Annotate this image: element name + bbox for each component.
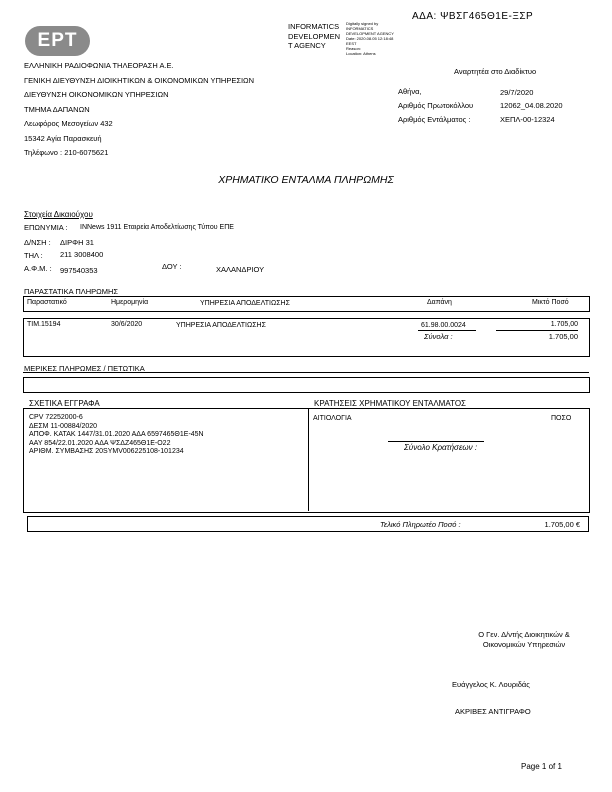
doy-value: ΧΑΛΑΝΔΡΙΟΥ xyxy=(216,265,265,274)
total-label: Σύνολα : xyxy=(424,332,453,341)
issuer-line: ΤΜΗΜΑ ΔΑΠΑΝΩΝ xyxy=(24,104,90,114)
payment-docs-header-row xyxy=(23,296,590,312)
related-doc-line: ΑΡΙΘΜ. ΣΥΜΒΑΣΗΣ 20SYMV006225108-101234 xyxy=(29,448,184,455)
stamp-fine-line: INFORMATICS xyxy=(346,26,374,31)
final-amount-label: Τελικό Πληρωτέο Ποσό : xyxy=(380,520,461,529)
logo-text: ΕΡΤ xyxy=(37,30,78,51)
row-amount: 1.705,00 xyxy=(550,321,578,328)
name-value: INNews 1911 Εταιρεία Αποδελτίωσης Τύπου ΕΠΕ xyxy=(80,224,234,231)
withholdings-heading: ΚΡΑΤΗΣΕΙΣ ΧΡΗΜΑΤΙΚΟΥ ΕΝΤΑΛΜΑΤΟΣ xyxy=(314,399,466,408)
address-label: Δ/ΝΣΗ : xyxy=(24,238,51,247)
stamp-fine-line: Reason: xyxy=(346,46,361,51)
col-amount: Μικτό Ποσό xyxy=(532,299,569,306)
final-amount-value: 1.705,00 € xyxy=(544,520,580,529)
name-label: ΕΠΩΝΥΜΙΑ : xyxy=(24,223,68,232)
issuer-line: ΔΙΕΥΘΥΝΣΗ ΟΙΚΟΝΟΜΙΚΩΝ ΥΠΗΡΕΣΙΩΝ xyxy=(24,90,169,99)
related-docs-list xyxy=(29,414,204,457)
total-value: 1.705,00 xyxy=(548,332,578,341)
payment-docs-heading: ΠΑΡΑΣΤΑΤΙΚΑ ΠΛΗΡΩΜΗΣ xyxy=(24,287,119,296)
afm-value: 997540353 xyxy=(60,266,98,275)
row-expense: 61.98.00.0024 xyxy=(421,322,466,329)
stamp-fine-line: Location: Athens xyxy=(346,51,376,56)
address-value: ΔΙΡΦΗ 31 xyxy=(60,238,94,247)
col-doc: Παραστατικό xyxy=(27,299,67,306)
signature-stamp xyxy=(288,22,340,51)
issuer-line: ΕΛΛΗΝΙΚΗ ΡΑΔΙΟΦΩΝΙΑ ΤΗΛΕΟΡΑΣΗ Α.Ε. xyxy=(24,61,174,70)
partial-heading: ΜΕΡΙΚΕΣ ΠΛΗΡΩΜΕΣ / ΠΕΤΩΤΙΚΑ xyxy=(24,364,145,373)
ert-logo xyxy=(25,26,90,56)
related-doc-line: ΑΠΟΦ. ΚΑΤΑΚ 1447/31.01.2020 ΑΔΑ 6597465Θ1Ε-45Ν xyxy=(29,431,204,438)
issuer-line: ΓΕΝΙΚΗ ΔΙΕΥΘΥΝΣΗ ΔΙΟΙΚΗΤΙΚΩΝ & ΟΙΚΟΝΟΜΙΚΩΝ ΥΠΗΡΕΣΙΩΝ xyxy=(24,75,255,85)
stamp-title-line: T AGENCY xyxy=(288,41,326,50)
posted-note: Αναρτητέα στο Διαδίκτυο xyxy=(454,67,537,76)
withholding-reason-col: ΑΙΤΙΟΛΟΓΙΑ xyxy=(313,415,352,422)
col-service: ΥΠΗΡΕΣΙΑ ΑΠΟΔΕΛΤΙΩΣΗΣ xyxy=(200,300,290,307)
stamp-fine-line: EEST xyxy=(346,41,357,46)
divider xyxy=(23,372,589,373)
row-date: 30/6/2020 xyxy=(111,321,143,328)
stamp-title-line: DEVELOPMEN xyxy=(288,31,341,41)
divider xyxy=(388,441,484,442)
ada-header: ΑΔΑ: ΨΒΣΓ465Θ1Ε-ΞΣΡ xyxy=(412,11,534,22)
stamp-title-line: INFORMATICS xyxy=(288,22,340,31)
date-value: 29/7/2020 xyxy=(500,88,534,97)
divider xyxy=(496,330,578,331)
signature-details xyxy=(346,21,394,56)
related-doc-line: ΔΕΣΜ 11-00884/2020 xyxy=(29,422,98,430)
phone-value: 211 3008400 xyxy=(60,250,104,259)
row-doc: ΤΙΜ.15194 xyxy=(27,321,61,328)
stamp-fine-line: Date: 2020.08.05 12:18:48 xyxy=(346,36,394,41)
city-label: Αθήνα, xyxy=(398,87,422,96)
issuer-line: 15342 Αγία Παρασκευή xyxy=(24,133,102,143)
page-number: Page 1 of 1 xyxy=(521,762,562,771)
payment-docs-table xyxy=(23,318,590,357)
signer-name: Ευάγγελος Κ. Λουριδάς xyxy=(452,680,530,689)
stamp-fine-line: Digitally signed by xyxy=(346,21,379,26)
protocol-value: 12062_04.08.2020 xyxy=(500,101,563,110)
row-service: ΥΠΗΡΕΣΙΑ ΑΠΟΔΕΛΤΙΩΣΗΣ xyxy=(176,322,266,329)
certified-copy: ΑΚΡΙΒΕΣ ΑΝΤΙΓΡΑΦΟ xyxy=(455,707,531,716)
col-expense: Δαπάνη xyxy=(427,299,452,306)
issuer-line: Τηλέφωνο : 210-6075621 xyxy=(24,148,109,157)
phone-label: ΤΗΛ : xyxy=(24,251,43,260)
stamp-fine-line: DEVELOPMENT AGENCY xyxy=(346,31,394,36)
protocol-label: Αριθμός Πρωτοκόλλου xyxy=(398,101,474,110)
beneficiary-heading: Στοιχεία Δικαιούχου xyxy=(24,210,93,219)
afm-label: Α.Φ.Μ. : xyxy=(24,264,52,273)
issuer-line: Λεωφόρος Μεσογείων 432 xyxy=(24,119,113,128)
document-title: ΧΡΗΜΑΤΙΚΟ ΕΝΤΑΛΜΑ ΠΛΗΡΩΜΗΣ xyxy=(218,174,394,186)
order-number-value: ΧΕΠΛ-00-12324 xyxy=(500,115,555,124)
order-number-label: Αριθμός Εντάλματος : xyxy=(398,115,471,124)
divider xyxy=(418,330,476,331)
divider xyxy=(308,409,309,511)
related-doc-line: CPV 72252000-6 xyxy=(29,414,83,421)
partial-payments-box xyxy=(23,377,590,393)
signer-role-line2: Οικονομικών Υπηρεσιών xyxy=(482,640,566,649)
related-doc-line: ΑΑΥ 854/22.01.2020 ΑΔΑ ΨΣΔΖ465Θ1Ε-Ο22 xyxy=(29,439,171,447)
doy-label: ΔΟΥ : xyxy=(162,262,182,271)
related-docs-heading: ΣΧΕΤΙΚΑ ΕΓΓΡΑΦΑ xyxy=(29,399,100,408)
withholdings-total-label: Σύνολο Κρατήσεων : xyxy=(404,443,478,452)
withholding-amount-col: ΠΟΣΟ xyxy=(551,415,572,422)
col-date: Ημερομηνία xyxy=(111,299,149,306)
issuer-block xyxy=(24,59,254,161)
signer-role-line1: Ο Γεν. Δ/ντής Διοικητικών & xyxy=(478,630,570,639)
